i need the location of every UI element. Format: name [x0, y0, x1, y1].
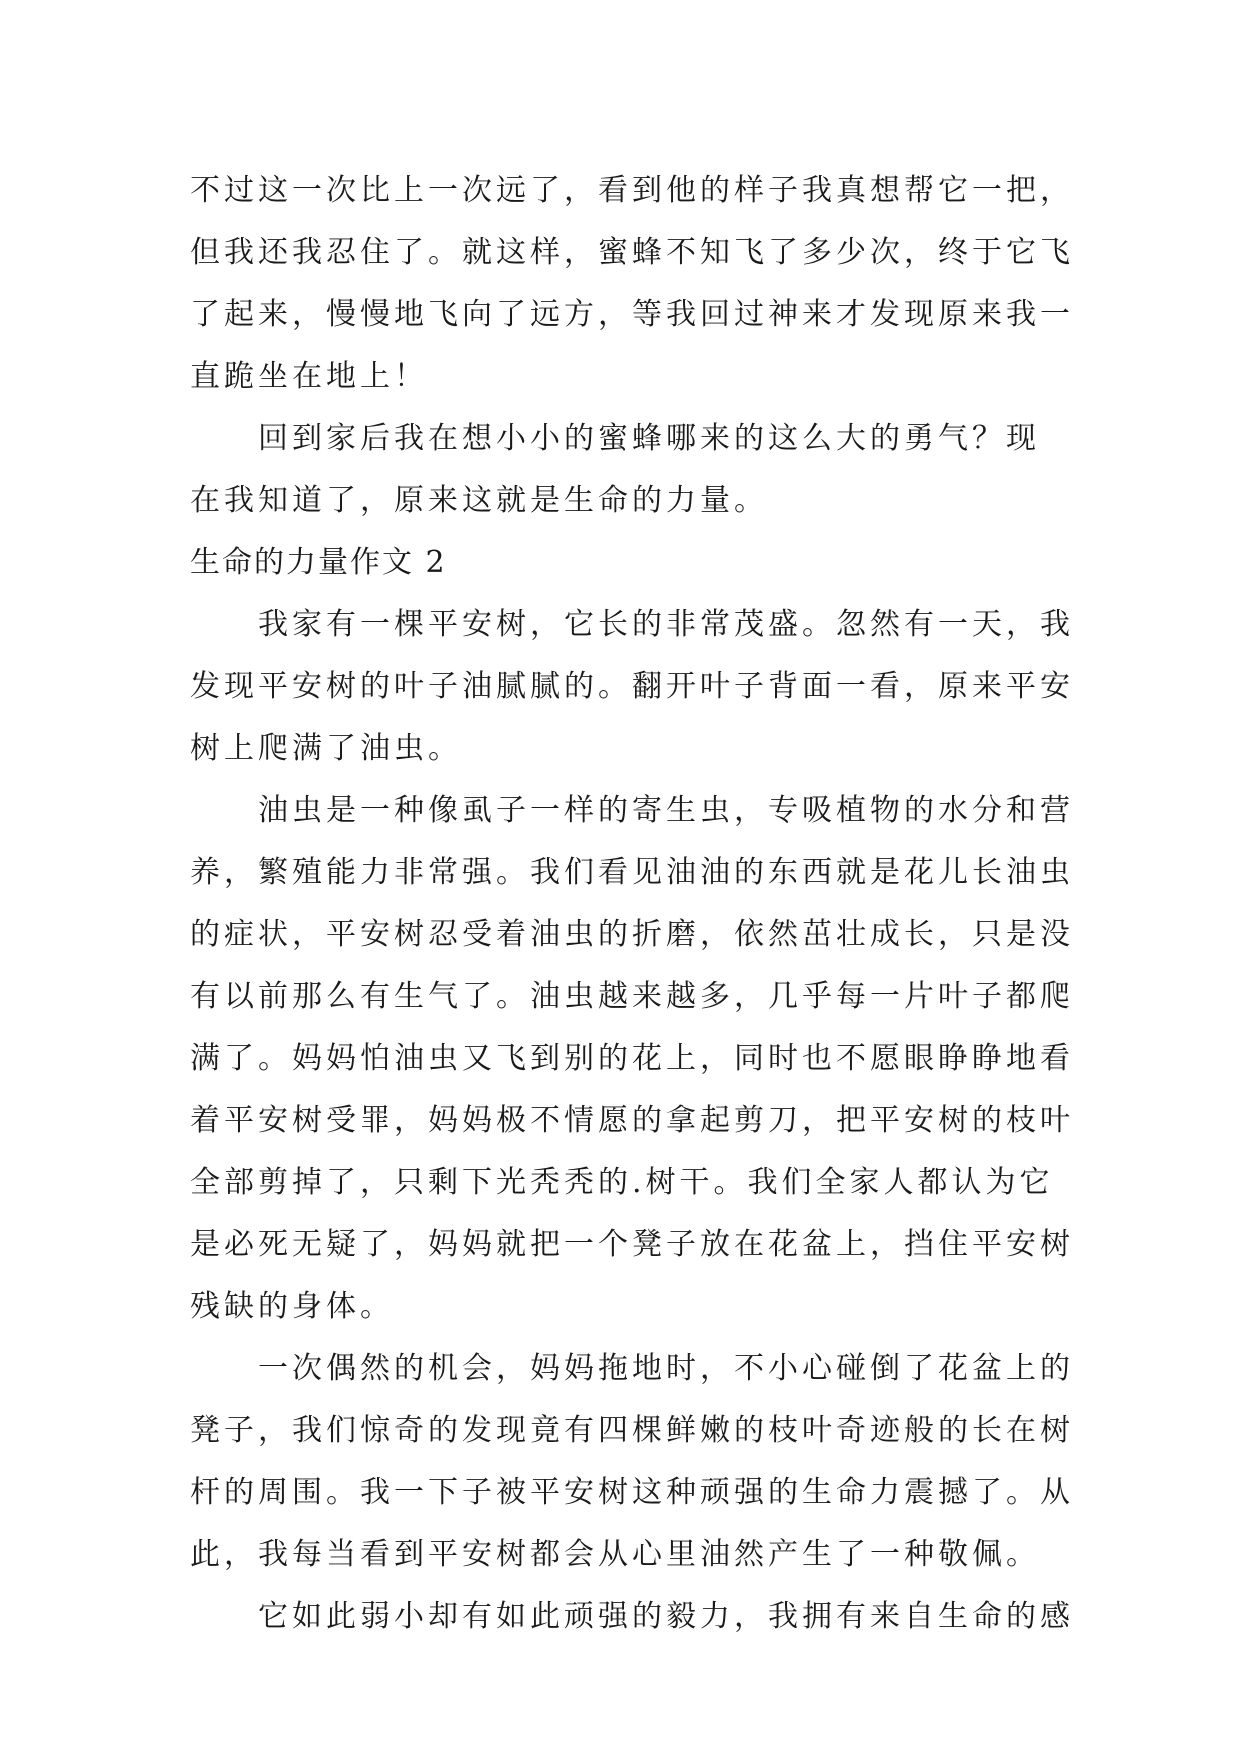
text-line: 着平安树受罪，妈妈极不情愿的拿起剪刀，把平安树的枝叶 — [190, 1103, 1074, 1138]
text-line: 了起来，慢慢地飞向了远方，等我回过神来才发现原来我一 — [190, 297, 1074, 332]
paragraph-first-line: 油虫是一种像虱子一样的寄生虫，专吸植物的水分和营 — [258, 793, 1074, 828]
paragraph-first-line: 回到家后我在想小小的蜜蜂哪来的这么大的勇气？现 — [258, 421, 1040, 456]
text-line: 有以前那么有生气了。油虫越来越多，几乎每一片叶子都爬 — [190, 979, 1074, 1014]
text-line: 直跪坐在地上！ — [190, 359, 428, 394]
paragraph-first-line: 它如此弱小却有如此顽强的毅力，我拥有来自生命的感 — [258, 1599, 1074, 1634]
document-body — [190, 160, 1074, 1648]
text-line: 残缺的身体。 — [190, 1289, 394, 1324]
text-line: 全部剪掉了，只剩下光秃秃的.树干。我们全家人都认为它 — [190, 1165, 1054, 1200]
text-line: 的症状，平安树忍受着油虫的折磨，依然茁壮成长，只是没 — [190, 917, 1074, 952]
text-line: 杆的周围。我一下子被平安树这种顽强的生命力震撼了。从 — [190, 1475, 1074, 1510]
paragraph-first-line: 我家有一棵平安树，它长的非常茂盛。忽然有一天，我 — [258, 607, 1074, 642]
section-heading: 生命的力量作文 2 — [190, 545, 447, 580]
text-line: 养，繁殖能力非常强。我们看见油油的东西就是花儿长油虫 — [190, 855, 1074, 890]
text-line: 是必死无疑了，妈妈就把一个凳子放在花盆上，挡住平安树 — [190, 1227, 1074, 1262]
paragraph-first-line: 一次偶然的机会，妈妈拖地时，不小心碰倒了花盆上的 — [258, 1351, 1074, 1386]
text-line: 发现平安树的叶子油腻腻的。翻开叶子背面一看，原来平安 — [190, 669, 1074, 704]
text-line: 不过这一次比上一次远了，看到他的样子我真想帮它一把， — [190, 173, 1074, 208]
text-line: 在我知道了，原来这就是生命的力量。 — [190, 483, 768, 518]
text-line: 但我还我忍住了。就这样，蜜蜂不知飞了多少次，终于它飞 — [190, 235, 1074, 270]
text-line: 满了。妈妈怕油虫又飞到别的花上，同时也不愿眼睁睁地看 — [190, 1041, 1074, 1076]
text-line: 凳子，我们惊奇的发现竟有四棵鲜嫩的枝叶奇迹般的长在树 — [190, 1413, 1074, 1448]
text-line: 此，我每当看到平安树都会从心里油然产生了一种敬佩。 — [190, 1537, 1040, 1572]
text-line: 树上爬满了油虫。 — [190, 731, 462, 766]
